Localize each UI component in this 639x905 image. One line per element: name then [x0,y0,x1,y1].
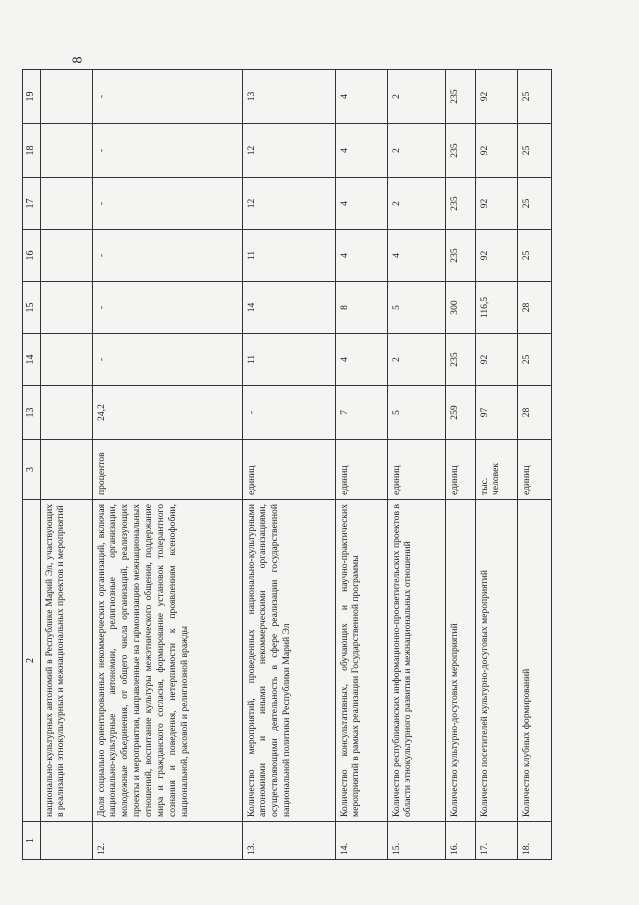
cell-value: 259 [445,386,475,440]
cell-unit: единиц [335,440,387,500]
column-header: 17 [23,178,41,230]
cell-value: - [92,230,242,282]
column-header: 3 [23,440,41,500]
cell-desc: Количество республиканских информационно-просветительских проектов в области этнокультурного развития и межнациональных отношений [387,500,445,822]
cell-value: 235 [445,178,475,230]
cell-value: 25 [517,334,551,386]
continuation-row [40,70,92,860]
cell-value: 92 [475,178,517,230]
column-header: 16 [23,230,41,282]
cell-value: - [92,334,242,386]
cell-value: 28 [517,282,551,334]
cell-unit: единиц [517,440,551,500]
table-row [242,70,335,860]
rotated-table-wrapper [22,70,620,860]
cell-value: 235 [445,334,475,386]
cell-unit: тыс. человек [475,440,517,500]
cell-value: 5 [387,282,445,334]
cell-value: 25 [517,70,551,124]
cell-unit: единиц [445,440,475,500]
cell-value: 13 [242,70,335,124]
cell-value: 92 [475,70,517,124]
cell-value: 235 [445,70,475,124]
cell-value: - [92,124,242,178]
cell-desc: Количество посетителей культурно-досуговых мероприятий [475,500,517,822]
cell-value: 97 [475,386,517,440]
header-row [23,70,41,860]
table-row [335,70,387,860]
indicators-table [22,69,552,860]
cell-value: 4 [335,124,387,178]
cell-value: 2 [387,70,445,124]
cell-value: - [92,178,242,230]
column-header: 2 [23,500,41,822]
cell-value: 4 [335,178,387,230]
cell-value: - [242,386,335,440]
column-header: 18 [23,124,41,178]
cell-idx [40,822,92,860]
cell-value: 92 [475,230,517,282]
cell-unit: единиц [242,440,335,500]
cell-value: 2 [387,124,445,178]
cell-value: 25 [517,178,551,230]
column-header: 1 [23,822,41,860]
table-row [517,70,551,860]
cell-value: 2 [387,178,445,230]
cell-desc: Количество мероприятий, проведенных национально-культурными автономиями и иными некоммерческими организациями, осуществляющими деятельность в сфере реализации государственной национальной политики Республики Марий Эл [242,500,335,822]
cell-value: 5 [387,386,445,440]
cell-desc: национально-культурных автономий в Республике Марий Эл, участвующих в реализации этнокультурных и межнациональных проектов и мероприятий [40,500,92,822]
cell-unit: процентов [92,440,242,500]
table-row [387,70,445,860]
cell-value: 25 [517,230,551,282]
cell-value: 7 [335,386,387,440]
cell-idx: 17. [475,822,517,860]
cell-value: 4 [335,70,387,124]
cell-desc: Количество культурно-досуговых мероприятий [445,500,475,822]
column-header: 13 [23,386,41,440]
cell-value: - [92,70,242,124]
cell-idx: 12. [92,822,242,860]
cell-value: 235 [445,230,475,282]
cell-value: 300 [445,282,475,334]
cell-value: 2 [387,334,445,386]
column-header: 15 [23,282,41,334]
column-header: 14 [23,334,41,386]
cell-value: 4 [335,230,387,282]
cell-idx: 15. [387,822,445,860]
cell-value: 11 [242,334,335,386]
cell-value: 4 [387,230,445,282]
cell-value: 25 [517,124,551,178]
cell-desc: Количество клубных формирований [517,500,551,822]
cell-value: 12 [242,178,335,230]
cell-value: 28 [517,386,551,440]
cell-desc: Количество консультативных, обучающих и научно-практических мероприятий в рамках реализации Государственной программы [335,500,387,822]
cell-unit: единиц [387,440,445,500]
cell-value: 12 [242,124,335,178]
cell-value: 4 [335,334,387,386]
cell-value: 92 [475,334,517,386]
cell-desc: Доля социально ориентированных некоммерческих организаций, включая национально-культурные автономии, религиозные организации, молодежные объединения, от общего числа организаций, реализующих проекты и мероприятия, направленные на гармонизацию межнациональных отношений, воспитание культуры межэтнического общения, поддержание мира и гражданского согласия, формирование установок толерантного сознания и поведения, нетерпимости к проявлениям ксенофобии, национальной, расовой и религиозной вражды [92,500,242,822]
cell-value: 116,5 [475,282,517,334]
table-row [475,70,517,860]
table-row [445,70,475,860]
cell-idx: 13. [242,822,335,860]
cell-idx: 16. [445,822,475,860]
column-header: 19 [23,70,41,124]
cell-idx: 14. [335,822,387,860]
cell-value: 92 [475,124,517,178]
cell-value: 14 [242,282,335,334]
cell-idx: 18. [517,822,551,860]
cell-value: - [92,282,242,334]
page-number: 8 [70,56,86,64]
cell-value: 11 [242,230,335,282]
cell-value: 8 [335,282,387,334]
cell-value: 235 [445,124,475,178]
cell-value: 24,2 [92,386,242,440]
table-row [92,70,242,860]
